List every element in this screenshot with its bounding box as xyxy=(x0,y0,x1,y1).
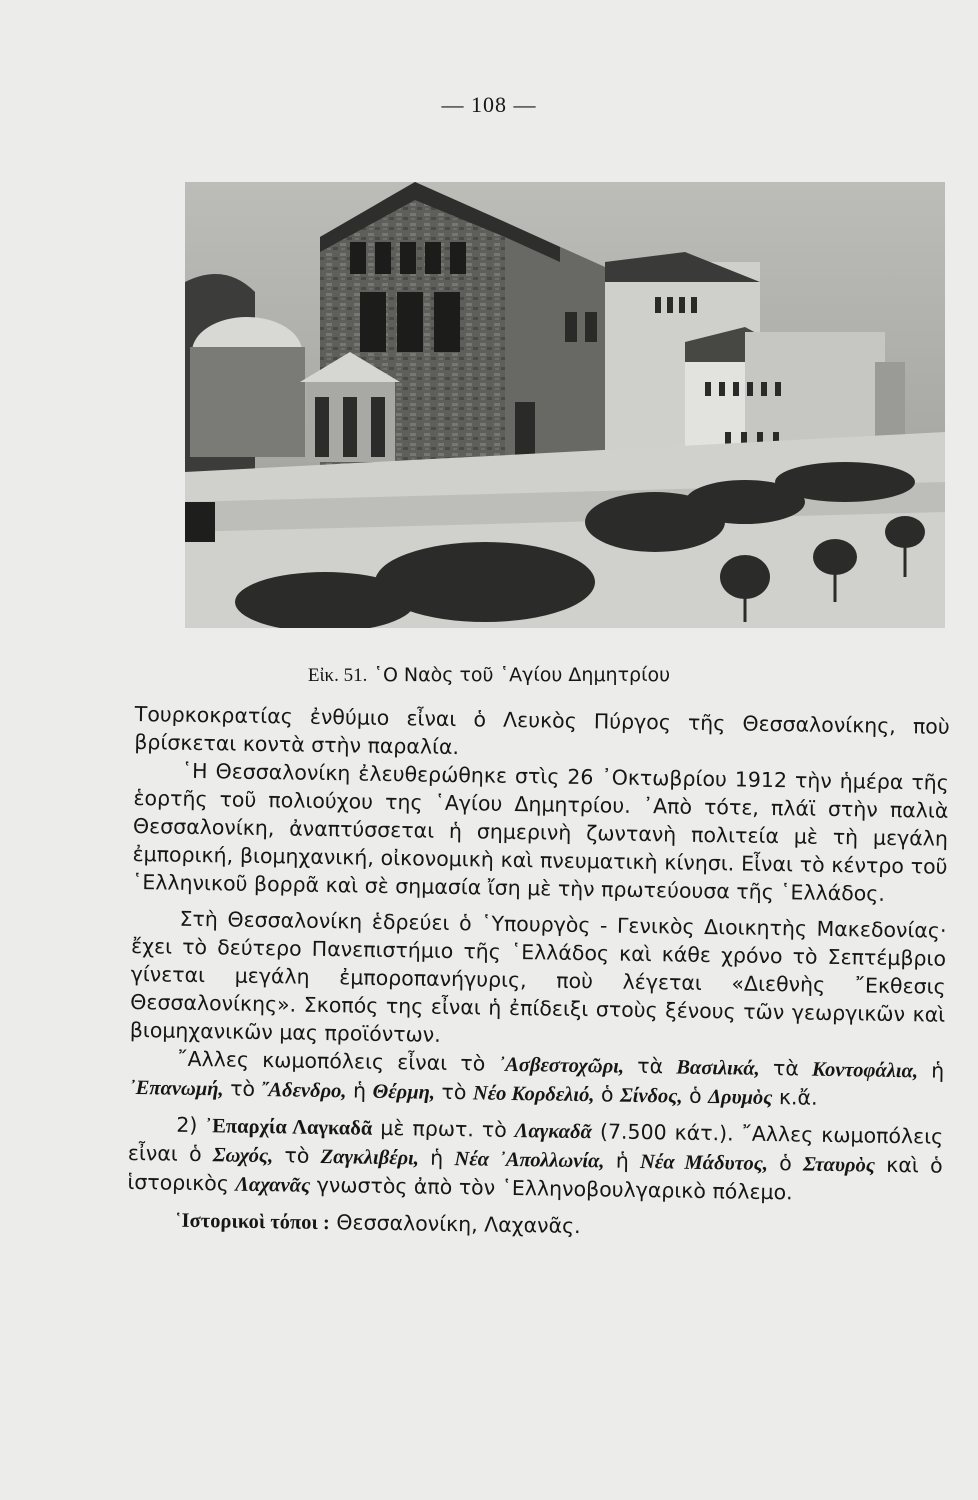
town-name: Σίνδος, xyxy=(619,1084,683,1108)
paragraph-white-tower: Τουρκοκρατίας ἐνθύμιο εἶναι ὁ Λευκὸς Πύργος τῆς Θεσσαλονίκης, ποὺ βρίσκεται κοντὰ στὴν παραλία. xyxy=(134,701,950,760)
connector-text: τὸ xyxy=(284,1143,310,1168)
connector-text: ἡ xyxy=(615,1148,630,1173)
paragraph-towns xyxy=(129,1044,945,1115)
figure-label: Εἰκ. 51. xyxy=(307,665,368,686)
town-name: Θέρμη, xyxy=(372,1080,436,1104)
paragraph-historic-sites xyxy=(127,1205,942,1247)
town-name: Βασιλικά, xyxy=(676,1056,760,1080)
towns-intro: ῎Αλλες κωμοπόλεις εἶναι τὸ xyxy=(177,1046,486,1076)
town-name: Σωχός, xyxy=(212,1144,274,1168)
paragraph-end: γνωστὸς ἀπὸ τὸν ῾Ελληνοβουλγαρικὸ πόλεμο. xyxy=(316,1172,793,1205)
town-name: Ζαγκλιβέρι, xyxy=(320,1145,420,1170)
town-name: Νέα ᾿Απολλωνία, xyxy=(454,1148,605,1173)
body-text xyxy=(127,700,950,1247)
connector-text: τὸ xyxy=(229,1076,256,1101)
basilica-illustration xyxy=(185,182,945,628)
town-name: ῎Αδενδρο, xyxy=(261,1079,347,1103)
town-name: ᾿Ασβεστοχῶρι, xyxy=(498,1053,625,1078)
connector-text: τὰ xyxy=(772,1056,800,1081)
town-name: Λαχανᾶς xyxy=(235,1173,311,1197)
town-name: Σταυρὸς xyxy=(802,1153,876,1177)
connector-text: ὁ xyxy=(600,1082,614,1107)
paragraph-liberation: ῾Η Θεσσαλονίκη ἐλευθερώθηκε στὶς 26 ᾿Οκτωβρίου 1912 τὴν ἡμέρα τῆς ἑορτῆς τοῦ πολιούχου της ῾Αγίου Δημητρίου. ᾿Απὸ τότε, πλάϊ στὴν παλιὰ Θεσσαλονίκη, ἀναπτύσσεται ἡ σημερινὴ ζωντανὴ πολιτεία μὲ τὴ μεγάλη ἐμπορική, βιομηχανική, οἰκονομικὴ καὶ πνευματικὴ κίνησι. Εἶναι τὸ κέντρο τοῦ ῾Ελληνικοῦ βορρᾶ καὶ σὲ σημασία ἴση μὲ τὴν πρωτεύουσα τῆς ῾Ελλάδος. xyxy=(131,758,949,906)
town-name: Κοντοφάλια, xyxy=(811,1058,919,1083)
connector-text: (7.500 κάτ.). ῎Αλλες κωμοπόλεις εἶναι ὁ xyxy=(127,1119,944,1167)
church-photo xyxy=(185,182,945,628)
town-name: Νέα Μάδυτος, xyxy=(639,1150,769,1175)
historic-sites-list: Θεσσαλονίκη, Λαχανᾶς. xyxy=(336,1210,581,1239)
connector-text: ὁ xyxy=(688,1083,702,1108)
connector-text: καὶ ὁ ἱστορικὸς xyxy=(127,1152,943,1196)
towns-end: κ.ἄ. xyxy=(778,1085,818,1110)
town-name: ᾿Επανωμή, xyxy=(128,1076,224,1101)
connector-text: ἡ xyxy=(352,1078,367,1103)
town-name: Νέο Κορδελιό, xyxy=(472,1082,595,1107)
paragraph-lagkadas xyxy=(127,1110,943,1210)
town-name: Δρυμὸς xyxy=(707,1086,773,1110)
connector-text: μὲ πρωτ. τὸ xyxy=(380,1115,507,1142)
section-number: 2) xyxy=(176,1112,198,1138)
historic-sites-label: ῾Ιστορικοὶ τόποι : xyxy=(174,1209,330,1235)
connector-text: ἡ xyxy=(931,1058,945,1083)
page-number: — 108 — xyxy=(441,92,537,117)
figure-caption xyxy=(0,664,978,687)
town-name: Λαγκαδᾶ xyxy=(514,1120,593,1144)
connector-text: ἡ xyxy=(430,1145,444,1170)
connector-text: ὁ xyxy=(779,1151,792,1176)
province-title: ᾿Επαρχία Λαγκαδᾶ xyxy=(205,1115,373,1140)
connector-text: τὸ xyxy=(441,1079,467,1105)
connector-text: τὰ xyxy=(637,1053,664,1079)
figure-caption-text: ῾Ο Ναὸς τοῦ ῾Αγίου Δημητρίου xyxy=(373,664,671,686)
paragraph-institutions: Στὴ Θεσσαλονίκη ἑδρεύει ὁ ῾Υπουργὸς - Γενικὸς Διοικητὴς Μακεδονίας· ἔχει τὸ δεύτερο Πανεπιστήμιο τῆς ῾Ελλάδος καὶ κάθε χρόνο τὸ Σεπτέμβριο γίνεται μεγάλη ἐμποροπανήγυρις, ποὺ λέγεται «Διεθνὴς ῎Εκθεσις Θεσσαλονίκης». Σκοπός της εἶναι ἡ ἐπίδειξι στοὺς ξένους τῶν γεωργικῶν καὶ βιομηχανικῶν μας προϊόντων. xyxy=(129,906,947,1047)
